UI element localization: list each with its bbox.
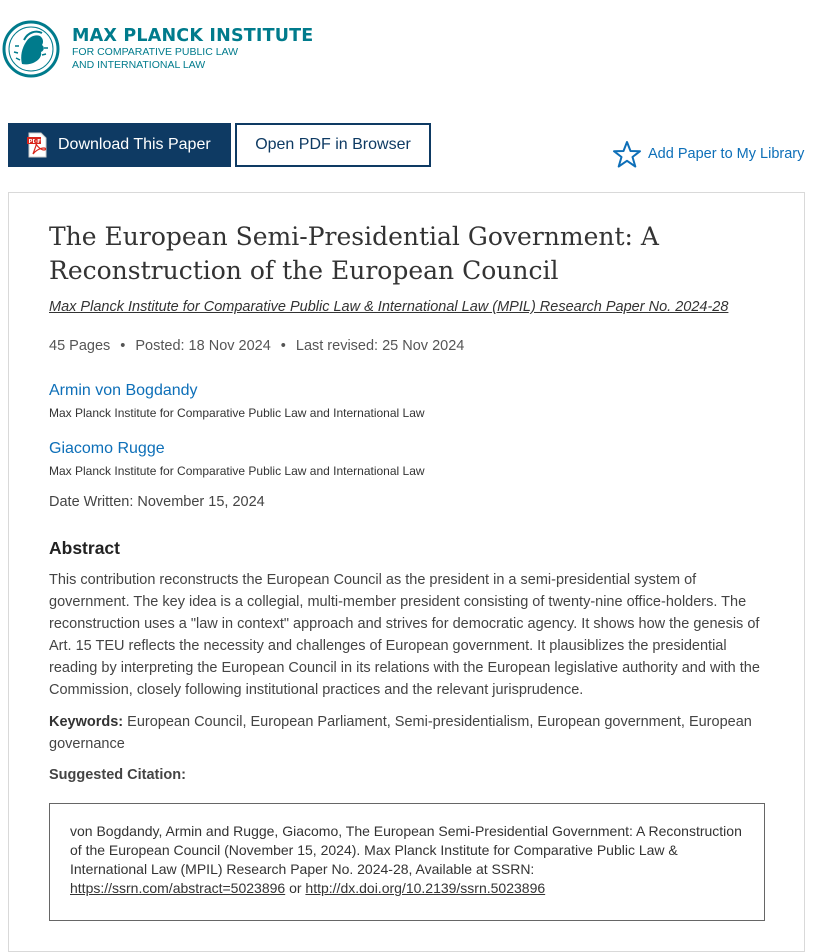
date-written: Date Written: November 15, 2024 [49, 494, 265, 510]
abstract-text: This contribution reconstructs the European Council as the president in a semi-presidential system of government. The key idea is a collegial, multi-member president consisting of twenty-nine office-holders. The reconstruction uses a "law in context" approach and strives for democratic agency. It shows how the genesis of Art. 15 TEU reflects the necessity and challenges of European government. It plausiblizes the presidential reading by interpreting the European Council in its relations with the European legislative authority and with the Commission, closely following institutional practices and the relevant jurisprudence. [49, 572, 760, 698]
paper-title: The European Semi-Presidential Government: A Reconstruction of the European Council [49, 222, 659, 285]
keywords-list: European Council, European Parliament, Semi-presidentialism, European government, European governance [49, 714, 752, 752]
download-paper-button[interactable] [8, 123, 231, 167]
pdf-file-icon [26, 132, 48, 158]
paper-series-link[interactable]: Max Planck Institute for Comparative Public Law & International Law (MPIL) Research Paper No. 2024-28 [49, 299, 729, 315]
logo-title: MAX PLANCK INSTITUTE [72, 26, 314, 46]
ssrn-abstract-link[interactable]: https://ssrn.com/abstract=5023896 [70, 880, 286, 896]
page-count: 45 Pages [49, 338, 111, 354]
meta-separator: • [120, 338, 126, 354]
institute-logo[interactable] [2, 18, 313, 80]
logo-subtitle-line2: AND INTERNATIONAL LAW [72, 59, 206, 71]
abstract-heading: Abstract [49, 538, 120, 558]
posted-date: Posted: 18 Nov 2024 [135, 338, 271, 354]
logo-subtitle-line1: FOR COMPARATIVE PUBLIC LAW [72, 46, 239, 58]
minerva-head-logo-icon [2, 18, 60, 80]
citation-text: von Bogdandy, Armin and Rugge, Giacomo, The European Semi-Presidential Government: A Reconstruction of the European Council (November 15, 2024). Max Planck Institute for Comparative Public Law & International Law (MPIL) Research Paper No. 2024-28, Available at SSRN: [70, 823, 742, 877]
revised-date: Last revised: 25 Nov 2024 [295, 338, 465, 354]
keywords [49, 711, 775, 755]
citation-box [49, 803, 765, 921]
doi-link[interactable]: http://dx.doi.org/10.2139/ssrn.5023896 [305, 880, 546, 896]
add-to-library-link[interactable] [612, 140, 804, 168]
logo-text [72, 26, 313, 72]
paper-meta [49, 338, 464, 354]
meta-separator: • [280, 338, 286, 354]
download-label: Download This Paper [58, 136, 211, 153]
author-link[interactable]: Giacomo Rugge [49, 440, 165, 457]
open-pdf-button[interactable] [235, 123, 431, 167]
author-affiliation: Max Planck Institute for Comparative Public Law and International Law [49, 406, 425, 420]
author-affiliation: Max Planck Institute for Comparative Public Law and International Law [49, 464, 425, 478]
svg-text:PDF: PDF [28, 138, 41, 145]
star-icon [612, 140, 642, 168]
author-link[interactable]: Armin von Bogdandy [49, 382, 198, 399]
suggested-citation-label: Suggested Citation: [49, 767, 186, 783]
open-pdf-label: Open PDF in Browser [255, 136, 411, 153]
keywords-label: Keywords: [49, 714, 124, 730]
add-library-label: Add Paper to My Library [648, 146, 805, 162]
citation-or: or [289, 880, 302, 896]
